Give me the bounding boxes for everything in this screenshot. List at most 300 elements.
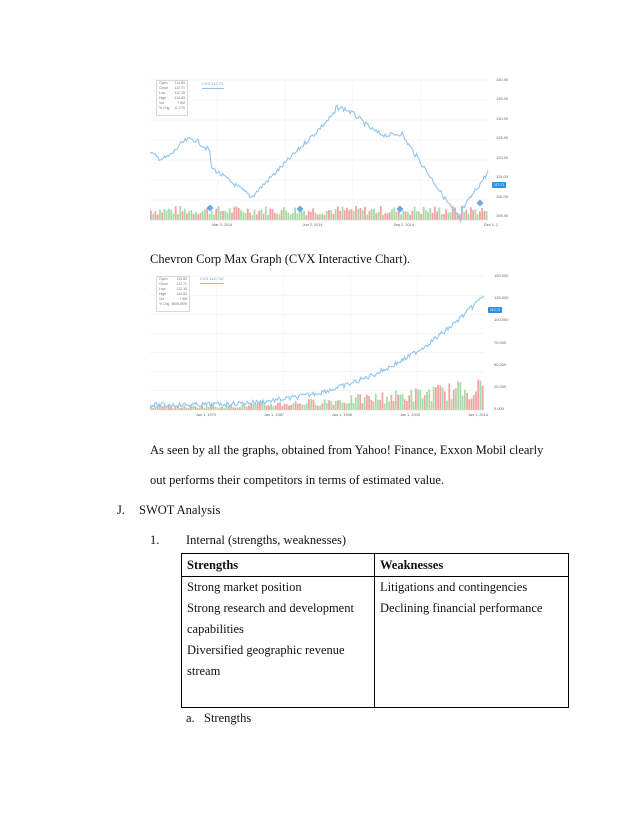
strengths-cell xyxy=(182,577,375,708)
volume-bar xyxy=(389,212,391,220)
volume-bar xyxy=(215,209,217,220)
volume-bar xyxy=(474,209,476,220)
volume-bar xyxy=(286,404,288,410)
y-tick-label: 50.000 xyxy=(494,361,507,367)
volume-bar xyxy=(175,206,177,220)
volume-bar xyxy=(306,403,308,410)
sub-item-marker: a. xyxy=(186,711,195,725)
volume-bar xyxy=(260,210,262,220)
volume-bar xyxy=(390,395,392,410)
chart-bottom-symbol: CVX 112.710 xyxy=(200,276,224,281)
volume-bar xyxy=(445,210,447,220)
legend-row: Open 114.83 xyxy=(159,81,185,85)
volume-bar xyxy=(431,401,433,410)
volume-bar xyxy=(350,395,352,410)
volume-bar xyxy=(339,400,341,410)
header-strengths: Strengths xyxy=(182,554,375,577)
volume-bar xyxy=(437,385,439,410)
volume-bar xyxy=(256,214,258,220)
volume-bar xyxy=(191,210,193,220)
volume-bar xyxy=(482,386,484,410)
volume-bar xyxy=(411,389,413,410)
volume-bar xyxy=(159,210,161,220)
volume-bar xyxy=(357,394,359,410)
volume-bar xyxy=(368,396,370,410)
volume-bar xyxy=(277,403,279,410)
x-tick-label: Jan 1, 1970 xyxy=(196,413,216,417)
volume-bar xyxy=(486,211,488,220)
volume-bar xyxy=(411,211,413,220)
legend-row: Close 112.71 xyxy=(159,86,185,90)
volume-bar xyxy=(477,214,479,220)
volume-bar xyxy=(290,215,292,220)
volume-bar xyxy=(366,215,368,220)
volume-bar xyxy=(295,401,297,410)
volume-bar xyxy=(240,210,242,220)
volume-bar xyxy=(183,405,185,410)
weaknesses-cell xyxy=(375,577,569,708)
volume-bar xyxy=(192,405,194,410)
volume-bar xyxy=(269,208,271,220)
volume-bar xyxy=(364,207,366,220)
volume-bar xyxy=(193,214,195,220)
volume-bar xyxy=(399,395,401,410)
volume-bar xyxy=(335,401,337,410)
volume-bar xyxy=(468,214,470,220)
volume-bar xyxy=(470,207,472,220)
volume-bar xyxy=(319,214,321,220)
volume-bar xyxy=(342,207,344,220)
volume-bar xyxy=(362,403,364,410)
volume-bar xyxy=(409,215,411,220)
volume-bar xyxy=(217,408,219,410)
volume-bar xyxy=(231,213,233,220)
volume-bar xyxy=(188,211,190,220)
volume-bar xyxy=(310,399,312,410)
volume-bar xyxy=(195,406,197,410)
volume-bar xyxy=(206,208,208,220)
volume-bar xyxy=(186,408,188,410)
chart-bottom-plot xyxy=(150,270,520,422)
chart-top xyxy=(150,72,520,232)
volume-bar xyxy=(341,403,343,410)
volume-bar xyxy=(427,212,429,220)
volume-bar xyxy=(423,207,425,220)
volume-bar xyxy=(326,211,328,220)
volume-bar xyxy=(219,407,221,410)
volume-bar xyxy=(247,209,249,220)
subsection-title: Internal (strengths, weaknesses) xyxy=(186,533,347,547)
volume-bar xyxy=(173,214,175,220)
volume-bar xyxy=(443,214,445,220)
weakness-item: Declining financial performance xyxy=(380,601,543,615)
volume-bar xyxy=(377,400,379,410)
chart-bottom-price-tag: 112.71 xyxy=(490,308,501,312)
volume-bar xyxy=(321,403,323,410)
legend-row: High 114.83 xyxy=(159,96,185,100)
volume-bar xyxy=(265,207,267,220)
volume-bar xyxy=(292,213,294,220)
volume-bar xyxy=(375,213,377,220)
chart-caption: Chevron Corp Max Graph (CVX Interactive Chart). xyxy=(150,252,410,266)
volume-bar xyxy=(317,406,319,410)
volume-bar xyxy=(299,404,301,410)
chart-top-legend xyxy=(156,80,188,116)
volume-bar xyxy=(393,207,395,220)
volume-bar xyxy=(241,405,243,410)
volume-bar xyxy=(464,390,466,410)
chart-bottom-legend xyxy=(156,276,190,312)
volume-bar xyxy=(264,403,266,410)
volume-bar xyxy=(425,210,427,220)
volume-bar xyxy=(441,214,443,220)
y-tick-label: 110.00 xyxy=(496,193,508,199)
volume-bar xyxy=(249,213,251,220)
legend-row: % Chg -0.17% xyxy=(159,106,185,110)
volume-bar xyxy=(468,399,470,410)
volume-bar xyxy=(209,214,211,220)
chart-bottom xyxy=(150,270,520,422)
legend-row: Vol 7.9M xyxy=(159,101,185,105)
volume-bar xyxy=(184,209,186,220)
strength-item: Diversified geographic revenue xyxy=(187,643,345,657)
volume-bar xyxy=(379,400,381,410)
volume-bar xyxy=(477,380,479,410)
price-line xyxy=(150,105,488,221)
y-tick-label: 100.000 xyxy=(494,317,509,323)
volume-bar xyxy=(324,399,326,410)
volume-bar xyxy=(164,209,166,220)
section-title: SWOT Analysis xyxy=(139,503,221,517)
x-tick-label: Jan 1, 2005 xyxy=(400,413,420,417)
volume-bar xyxy=(258,211,260,220)
volume-bar xyxy=(186,214,188,220)
volume-bar xyxy=(321,213,323,220)
legend-row: Vol 7.9M xyxy=(159,297,187,301)
volume-bar xyxy=(457,382,459,410)
paragraph-line-2: out performs their competitors in terms of estimated value. xyxy=(150,473,445,487)
volume-bar xyxy=(166,210,168,220)
volume-bar xyxy=(303,211,305,220)
volume-bar xyxy=(215,407,217,410)
volume-bar xyxy=(257,403,259,410)
volume-bar xyxy=(373,209,375,220)
y-tick-label: 130.00 xyxy=(496,115,509,121)
strength-item: Strong market position xyxy=(187,580,302,594)
volume-bar xyxy=(362,210,364,220)
volume-bar xyxy=(220,211,222,220)
volume-bar xyxy=(357,209,359,220)
volume-bar xyxy=(197,408,199,410)
chart-top-symbol: CVX 112.71 xyxy=(202,81,224,86)
volume-bar xyxy=(337,206,339,220)
volume-bar xyxy=(281,210,283,220)
volume-bar xyxy=(204,209,206,220)
volume-bar xyxy=(415,388,417,410)
volume-bar xyxy=(369,211,371,220)
y-tick-label: 0.000 xyxy=(494,406,505,411)
y-tick-label: 125.00 xyxy=(496,135,509,141)
volume-bar xyxy=(479,212,481,220)
volume-bar xyxy=(232,407,234,410)
volume-bar xyxy=(439,386,441,410)
y-tick-label: 75.000 xyxy=(494,339,507,345)
volume-bar xyxy=(182,211,184,220)
volume-bar xyxy=(462,396,464,410)
volume-bar xyxy=(239,407,241,410)
x-tick-label: Dec 1, 2 xyxy=(484,223,499,227)
volume-bar xyxy=(432,213,434,220)
volume-bar xyxy=(402,394,404,410)
volume-bar xyxy=(245,213,247,220)
volume-bar xyxy=(237,407,239,410)
volume-bar xyxy=(426,392,428,410)
volume-bar xyxy=(301,405,303,410)
volume-bar xyxy=(281,406,283,410)
volume-bar xyxy=(418,211,420,220)
table-header-row xyxy=(182,554,569,577)
volume-bar xyxy=(312,208,314,220)
volume-bar xyxy=(465,210,467,220)
x-tick-label: Jan 1, 2014 xyxy=(468,413,488,417)
volume-bar xyxy=(284,404,286,410)
volume-bar xyxy=(438,207,440,220)
volume-bar xyxy=(206,406,208,410)
volume-bar xyxy=(181,407,183,410)
volume-bar xyxy=(150,210,152,220)
volume-bar xyxy=(293,403,295,410)
volume-bar xyxy=(272,406,274,410)
chart-top-plot xyxy=(150,72,520,232)
volume-bar xyxy=(161,406,163,410)
table-row xyxy=(182,577,569,708)
volume-bar xyxy=(314,213,316,220)
volume-bar xyxy=(211,211,213,220)
volume-bar xyxy=(481,208,483,220)
swot-table xyxy=(181,553,569,708)
volume-bar xyxy=(266,405,268,410)
paragraph-line-1: As seen by all the graphs, obtained from Yahoo! Finance, Exxon Mobil clearly xyxy=(150,443,544,457)
volume-bar xyxy=(188,408,190,410)
volume-bar xyxy=(263,214,265,220)
volume-bar xyxy=(384,213,386,220)
volume-bar xyxy=(382,393,384,410)
volume-bar xyxy=(326,403,328,410)
volume-bar xyxy=(161,212,163,220)
volume-bar xyxy=(405,211,407,220)
volume-bar xyxy=(384,404,386,410)
volume-bar xyxy=(233,207,235,220)
volume-bar xyxy=(339,211,341,220)
volume-bar xyxy=(197,214,199,220)
volume-bar xyxy=(414,207,416,220)
volume-bar xyxy=(386,397,388,410)
volume-bar xyxy=(353,211,355,220)
legend-row: Low 112.15 xyxy=(159,91,185,95)
volume-bar xyxy=(287,213,289,220)
chart-bottom-symbol-underline xyxy=(200,283,224,284)
volume-bar xyxy=(395,391,397,410)
volume-bar xyxy=(416,211,418,220)
volume-bar xyxy=(455,388,457,410)
volume-bar xyxy=(170,210,172,220)
volume-bar xyxy=(370,400,372,410)
volume-bar xyxy=(359,394,361,410)
y-tick-label: 150.000 xyxy=(494,273,509,278)
volume-bar xyxy=(351,209,353,220)
volume-bar xyxy=(308,211,310,220)
volume-bar xyxy=(199,408,201,410)
volume-bar xyxy=(451,399,453,410)
legend-row: Close 112.71 xyxy=(159,282,187,286)
volume-bar xyxy=(157,214,159,220)
volume-bar xyxy=(324,215,326,220)
volume-bar xyxy=(202,211,204,220)
volume-bar xyxy=(435,387,437,410)
volume-bar xyxy=(224,211,226,220)
volume-bar xyxy=(330,210,332,220)
volume-bar xyxy=(255,404,257,410)
header-weaknesses: Weaknesses xyxy=(375,554,569,577)
volume-bar xyxy=(422,398,424,410)
y-tick-label: 120.00 xyxy=(496,154,509,160)
volume-bar xyxy=(466,393,468,410)
volume-bar xyxy=(373,402,375,410)
strength-item: capabilities xyxy=(187,622,244,636)
weakness-item: Litigations and contingencies xyxy=(380,580,528,594)
volume-bar xyxy=(328,400,330,410)
volume-bar xyxy=(442,387,444,410)
volume-bar xyxy=(346,208,348,220)
legend-row: High 114.83 xyxy=(159,292,187,296)
volume-bar xyxy=(229,208,231,220)
volume-bar xyxy=(228,406,230,410)
volume-bar xyxy=(279,402,281,410)
volume-bar xyxy=(387,213,389,220)
volume-bar xyxy=(315,405,317,410)
chart-top-symbol-underline xyxy=(202,88,224,89)
volume-bar xyxy=(213,215,215,220)
volume-bar xyxy=(355,397,357,410)
volume-bar xyxy=(420,214,422,220)
volume-bar xyxy=(168,209,170,220)
legend-row: % Chg 3605.85% xyxy=(159,302,187,306)
volume-bar xyxy=(246,407,248,410)
volume-bar xyxy=(375,394,377,410)
volume-bar xyxy=(391,209,393,220)
volume-bar xyxy=(177,214,179,220)
subsection-marker: 1. xyxy=(150,533,160,547)
x-tick-label: Sep 2, 2014 xyxy=(393,223,414,227)
volume-bar xyxy=(444,392,446,410)
volume-bar xyxy=(419,390,421,410)
volume-bar xyxy=(366,394,368,410)
volume-bar xyxy=(235,407,237,410)
volume-bar xyxy=(417,390,419,410)
y-tick-label: 115.00 xyxy=(496,174,508,180)
volume-bar xyxy=(155,211,157,220)
volume-bar xyxy=(337,400,339,410)
volume-bar xyxy=(328,210,330,220)
volume-bar xyxy=(236,206,238,220)
volume-bar xyxy=(267,215,269,220)
volume-bar xyxy=(480,381,482,410)
volume-bar xyxy=(463,212,465,220)
volume-bar xyxy=(454,208,456,220)
volume-bar xyxy=(413,401,415,410)
volume-bar xyxy=(223,408,225,410)
chart-top-price-tag: 112.71 xyxy=(494,183,505,187)
volume-bar xyxy=(297,404,299,410)
volume-bar xyxy=(294,208,296,220)
volume-bar xyxy=(270,404,272,410)
volume-bar xyxy=(371,209,373,220)
y-tick-label: 140.00 xyxy=(496,77,509,82)
volume-bar xyxy=(274,213,276,220)
volume-bar xyxy=(288,406,290,410)
volume-bar xyxy=(195,212,197,220)
volume-bar xyxy=(424,395,426,410)
volume-bar xyxy=(268,405,270,410)
volume-bar xyxy=(408,395,410,410)
y-tick-label: 105.00 xyxy=(496,213,509,218)
volume-bar xyxy=(254,210,256,220)
volume-bar xyxy=(301,211,303,220)
volume-bar xyxy=(433,387,435,410)
volume-bar xyxy=(275,405,277,410)
volume-bar xyxy=(344,403,346,410)
volume-bar xyxy=(238,208,240,220)
x-tick-label: Jun 2, 2014 xyxy=(302,223,323,227)
volume-bar xyxy=(308,399,310,410)
volume-bar xyxy=(283,207,285,220)
volume-bar xyxy=(473,395,475,410)
volume-bar xyxy=(353,403,355,410)
x-tick-label: Mar 3, 2014 xyxy=(212,223,233,227)
volume-bar xyxy=(396,212,398,220)
volume-bar xyxy=(450,212,452,220)
volume-bar xyxy=(344,210,346,220)
volume-bar xyxy=(406,401,408,410)
volume-bar xyxy=(428,389,430,410)
x-tick-label: Jan 1, 1987 xyxy=(264,413,284,417)
volume-bar xyxy=(333,405,335,410)
volume-bar xyxy=(296,214,298,220)
volume-bar xyxy=(317,214,319,220)
strength-item: stream xyxy=(187,664,221,678)
volume-bar xyxy=(378,212,380,220)
volume-bar xyxy=(453,390,455,410)
volume-bar xyxy=(152,408,154,410)
volume-bar xyxy=(364,397,366,410)
volume-bar xyxy=(436,212,438,220)
volume-bar xyxy=(242,212,244,220)
volume-bar xyxy=(208,407,210,410)
volume-bar xyxy=(400,214,402,220)
section-marker: J. xyxy=(117,503,125,517)
x-tick-label: Jan 1, 1998 xyxy=(332,413,352,417)
volume-bar xyxy=(388,402,390,410)
volume-bar xyxy=(290,405,292,410)
volume-bar xyxy=(310,212,312,220)
volume-bar xyxy=(163,406,165,410)
event-marker-icon xyxy=(476,199,483,206)
volume-bar xyxy=(227,213,229,220)
volume-bar xyxy=(304,405,306,410)
volume-bar xyxy=(448,384,450,410)
volume-bar xyxy=(434,207,436,220)
volume-bar xyxy=(360,208,362,220)
